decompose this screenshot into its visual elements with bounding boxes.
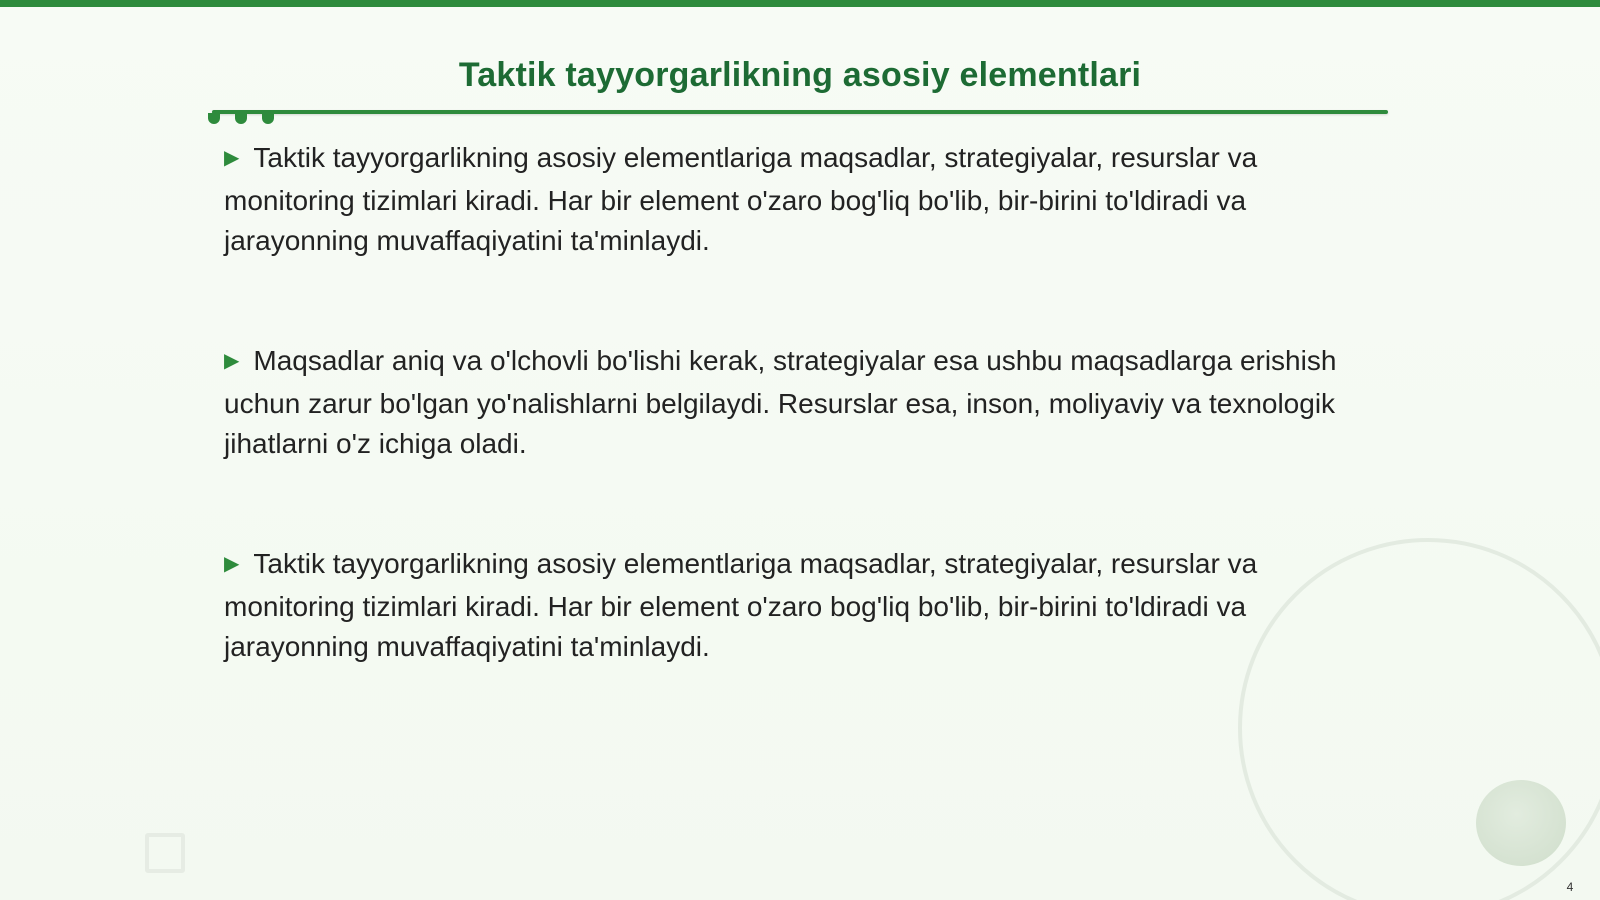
underline-dot-3 [262,113,274,124]
title-underline [212,110,1388,114]
page-number: 4 [1566,880,1574,894]
bullet-text-1: Taktik tayyorgarlikning asosiy elementlariga maqsadlar, strategiyalar, resurslar va monitoring tizimlari kiradi. Har bir element o'zaro bog'liq bo'lib, bir-birini to'ldiradi va jarayonning muvaffaqiyatini ta'minlaydi. [224,142,1258,256]
bullet-item-3 [224,544,1384,667]
bullet-item-1 [224,138,1384,261]
bullet-text-2: Maqsadlar aniq va o'lchovli bo'lishi kerak, strategiyalar esa ushbu maqsadlarga erishish uchun zarur bo'lgan yo'nalishlarni belgilaydi. Resurslar esa, inson, moliyaviy va texnologik jihatlarni o'z ichiga oladi. [224,345,1337,459]
bullet-list [224,138,1384,747]
underline-dot-1 [208,113,220,124]
triangle-bullet-icon: ▶ [224,553,240,575]
slide-title: Taktik tayyorgarlikning asosiy elementlari [458,56,1142,94]
underline-dot-2 [235,113,247,124]
top-accent-bar [0,0,1600,7]
triangle-bullet-icon: ▶ [224,350,240,372]
decorative-square [145,833,185,873]
triangle-bullet-icon: ▶ [224,147,240,169]
bullet-text-3: Taktik tayyorgarlikning asosiy elementlariga maqsadlar, strategiyalar, resurslar va monitoring tizimlari kiradi. Har bir element o'zaro bog'liq bo'lib, bir-birini to'ldiradi va jarayonning muvaffaqiyatini ta'minlaydi. [224,548,1258,662]
decorative-circle [1476,780,1566,866]
bullet-item-2 [224,341,1384,464]
